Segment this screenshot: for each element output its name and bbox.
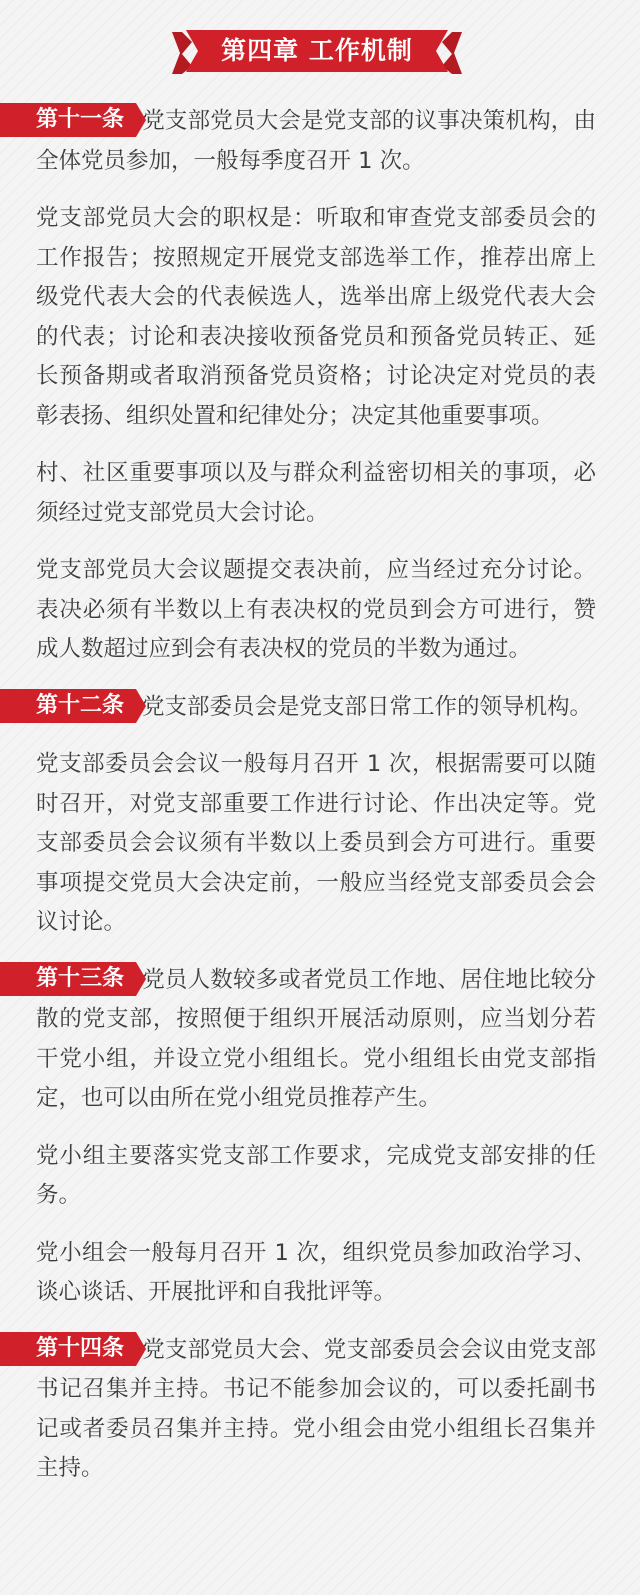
article-lead-text: 党支部委员会是党支部日常工作的领导机构。 <box>142 693 593 720</box>
article-lead <box>36 102 596 181</box>
article-list <box>36 102 596 1507</box>
article-lead-text: 党支部党员大会是党支部的议事决策机构，由全体党员参加，一般每季度召开 1 次。 <box>36 108 596 174</box>
article-lead-text: 党支部党员大会、党支部委员会会议由党支部书记召集并主持。书记不能参加会议的，可以委托副书记或者委员召集并主持。党小组会由党小组组长召集并主持。 <box>36 1336 596 1481</box>
article-paragraph: 党支部委员会会议一般每月召开 1 次，根据需要可以随时召开，对党支部重要工作进行讨论、作出决定等。党支部委员会会议须有半数以上委员到会方可进行。重要事项提交党员大会决定前，一般应当经党支部委员会会议讨论。 <box>36 751 596 935</box>
article-tag: 第十三条 <box>0 962 136 996</box>
article <box>36 688 596 943</box>
article-lead <box>36 1331 596 1489</box>
article-paragraph: 党小组会一般每月召开 1 次，组织党员参加政治学习、谈心谈话、开展批评和自我批评等。 <box>36 1239 596 1305</box>
article <box>36 961 596 1313</box>
article-lead <box>36 961 596 1119</box>
article-paragraph: 党支部党员大会的职权是：听取和审查党支部委员会的工作报告；按照规定开展党支部选举工作，推荐出席上级党代表大会的代表候选人，选举出席上级党代表大会的代表；讨论和表决接收预备党员和预备党员转正、延长预备期或者取消预备党员资格；讨论决定对党员的表彰表扬、组织处置和纪律处分；决定其他重要事项。 <box>36 205 596 429</box>
article-paragraph: 党支部党员大会议题提交表决前，应当经过充分讨论。表决必须有半数以上有表决权的党员到会方可进行，赞成人数超过应到会有表决权的党员的半数为通过。 <box>36 557 596 662</box>
article <box>36 102 596 670</box>
article-lead-text: 党员人数较多或者党员工作地、居住地比较分散的党支部，按照便于组织开展活动原则，应当划分若干党小组，并设立党小组组长。党小组组长由党支部指定，也可以由所在党小组党员推荐产生。 <box>36 966 596 1111</box>
article-lead <box>36 688 596 728</box>
chapter-banner <box>172 30 462 76</box>
article-tag: 第十一条 <box>0 103 136 137</box>
chapter-title: 第四章 工作机制 <box>221 36 413 65</box>
article-paragraph: 村、社区重要事项以及与群众利益密切相关的事项，必须经过党支部党员大会讨论。 <box>36 460 596 526</box>
article-tag: 第十四条 <box>0 1332 136 1366</box>
article-tag: 第十二条 <box>0 689 136 723</box>
article <box>36 1331 596 1489</box>
article-paragraph: 党小组主要落实党支部工作要求，完成党支部安排的任务。 <box>36 1142 596 1208</box>
